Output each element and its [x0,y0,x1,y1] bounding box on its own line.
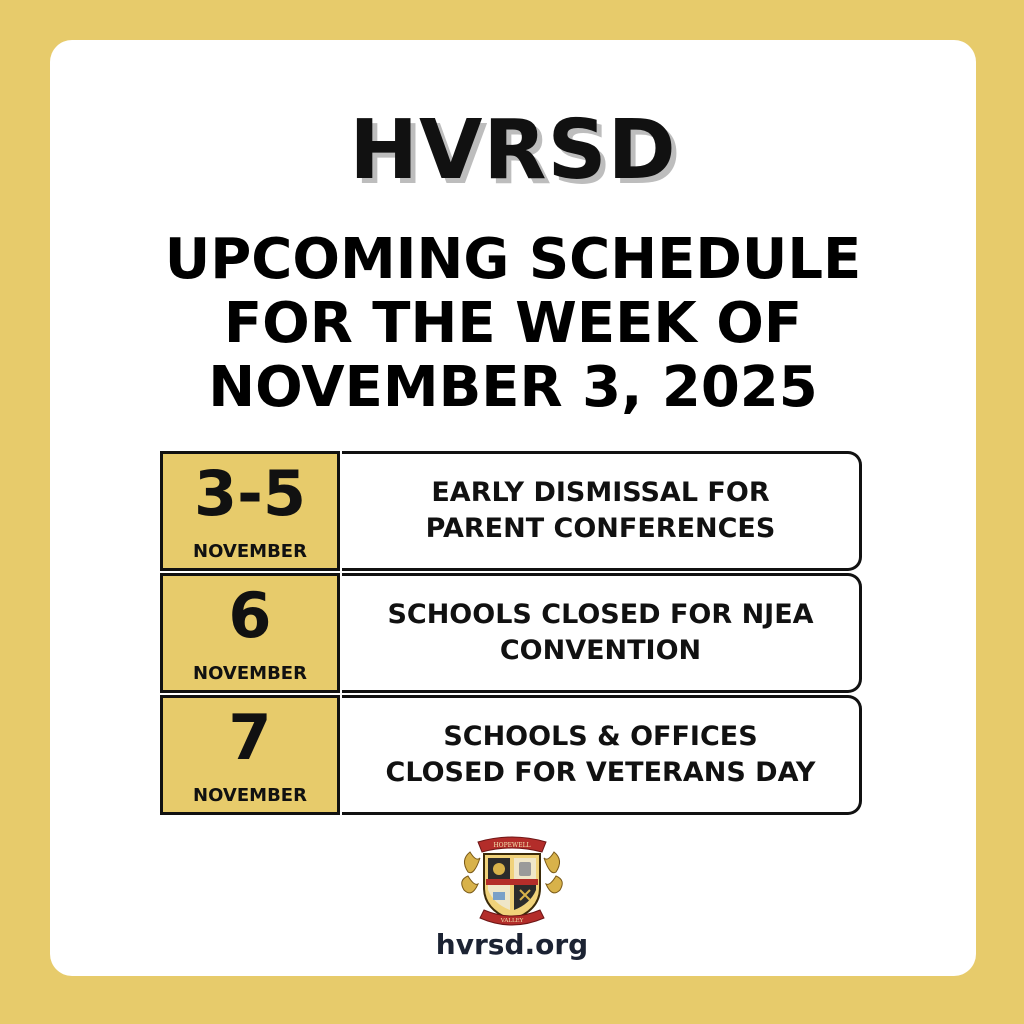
event-description [378,719,824,790]
district-crest-logo [458,832,566,932]
event-line-1: EARLY DISMISSAL FOR [431,477,770,509]
event-description [379,597,821,668]
date-day: 6 [228,579,272,652]
event-line-2: CONVENTION [499,635,702,666]
crest-top-text: HOPEWELL [493,842,531,849]
event-line-1: SCHOOLS & OFFICES [443,721,758,753]
headline-line-2: FOR THE WEEK OF [223,290,803,356]
date-month: NOVEMBER [193,541,307,562]
event-line-2: PARENT CONFERENCES [425,513,776,544]
schedule-row [160,451,862,571]
event-description [418,475,784,546]
schedule-row [160,695,862,815]
date-box [160,573,340,693]
event-line-1: SCHOOLS CLOSED FOR NJEA [387,599,814,631]
event-line-2: CLOSED FOR VETERANS DAY [385,757,816,788]
event-description-box [342,451,862,571]
date-day: 3-5 [193,457,306,530]
date-month: NOVEMBER [193,663,307,684]
headline-line-3: NOVEMBER 3, 2025 [208,354,818,420]
event-description-box [342,573,862,693]
date-month: NOVEMBER [193,785,307,806]
headline [50,228,976,419]
crest-bottom-text: VALLEY [500,918,524,924]
date-box [160,451,340,571]
date-day: 7 [228,701,272,774]
headline-line-1: UPCOMING SCHEDULE [164,227,862,292]
schedule-row [160,573,862,693]
date-box [160,695,340,815]
event-description-box [342,695,862,815]
brand-title: HVRSD [349,103,677,198]
website-link[interactable]: hvrsd.org [435,928,589,961]
